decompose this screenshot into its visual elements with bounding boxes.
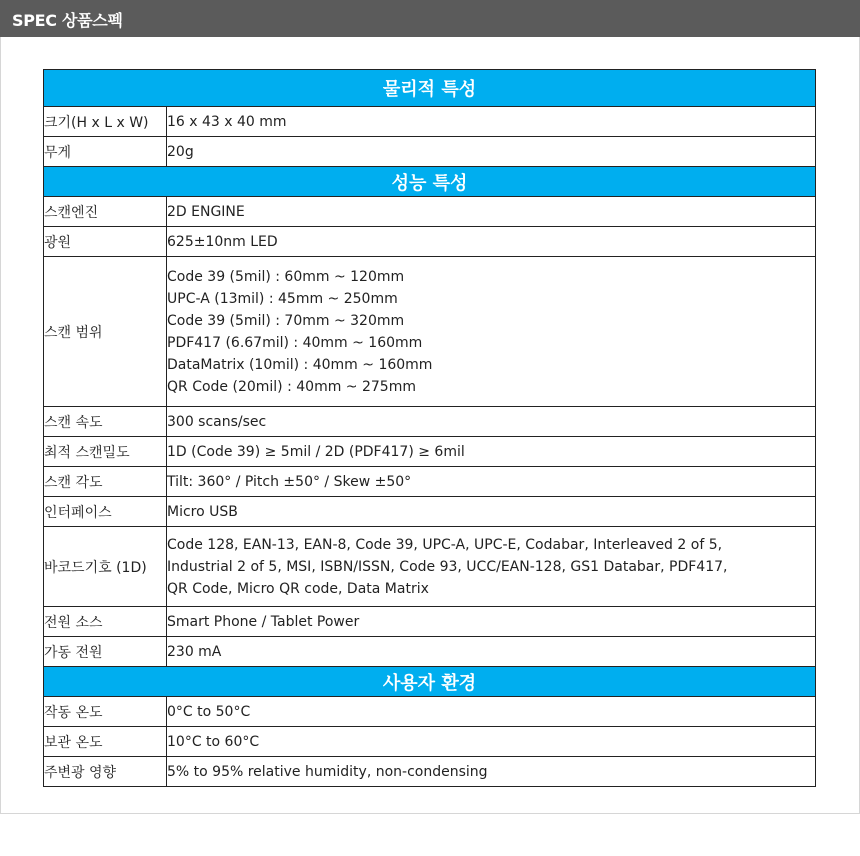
row-value [167, 107, 816, 137]
row-value [167, 257, 816, 407]
section-title: 물리적 특성 [44, 70, 816, 107]
value-line: Smart Phone / Tablet Power [167, 613, 360, 630]
section-title: 성능 특성 [44, 167, 816, 197]
table-row [44, 697, 816, 727]
row-label: 최적 스캔밀도 [44, 437, 167, 467]
value-line: PDF417 (6.67mil) : 40mm ~ 160mm [167, 334, 423, 351]
row-value [167, 607, 816, 637]
table-row [44, 137, 816, 167]
table-row [44, 607, 816, 637]
value-line: QR Code (20mil) : 40mm ~ 275mm [167, 378, 416, 395]
table-row [44, 107, 816, 137]
section-title: 사용자 환경 [44, 667, 816, 697]
row-label: 인터페이스 [44, 497, 167, 527]
value-line: Industrial 2 of 5, MSI, ISBN/ISSN, Code 93, UCC/EAN-128, GS1 Databar, PDF417, [167, 558, 728, 575]
table-row [44, 437, 816, 467]
table-row [44, 467, 816, 497]
value-line: 16 x 43 x 40 mm [167, 113, 287, 130]
row-value [167, 637, 816, 667]
row-value [167, 137, 816, 167]
value-line: Micro USB [167, 503, 238, 520]
row-value [167, 757, 816, 787]
row-value [167, 197, 816, 227]
value-line: 10°C to 60°C [167, 733, 260, 750]
spec-table [43, 69, 816, 787]
row-label: 가동 전원 [44, 637, 167, 667]
section-header-environment [44, 667, 816, 697]
section-header-performance [44, 167, 816, 197]
row-label: 무게 [44, 137, 167, 167]
row-label: 바코드기호 (1D) [44, 527, 167, 607]
value-line: 1D (Code 39) ≥ 5mil / 2D (PDF417) ≥ 6mil [167, 443, 465, 460]
row-value [167, 527, 816, 607]
value-line: 2D ENGINE [167, 203, 245, 220]
value-line: QR Code, Micro QR code, Data Matrix [167, 580, 429, 597]
row-value [167, 437, 816, 467]
value-line: 0°C to 50°C [167, 703, 251, 720]
row-value [167, 467, 816, 497]
row-label: 전원 소스 [44, 607, 167, 637]
value-line: Code 39 (5mil) : 60mm ~ 120mm [167, 268, 405, 285]
table-row [44, 227, 816, 257]
row-label: 작동 온도 [44, 697, 167, 727]
row-label: 크기(H x L x W) [44, 107, 167, 137]
table-row [44, 407, 816, 437]
table-row [44, 757, 816, 787]
row-label: 스캔 속도 [44, 407, 167, 437]
table-row [44, 637, 816, 667]
value-line: 5% to 95% relative humidity, non-condensing [167, 763, 488, 780]
table-row [44, 727, 816, 757]
row-value [167, 497, 816, 527]
value-line: Tilt: 360° / Pitch ±50° / Skew ±50° [167, 473, 412, 490]
row-label: 광원 [44, 227, 167, 257]
table-row [44, 257, 816, 407]
value-line: UPC-A (13mil) : 45mm ~ 250mm [167, 290, 398, 307]
row-label: 보관 온도 [44, 727, 167, 757]
value-line: 625±10nm LED [167, 233, 278, 250]
row-label: 스캔 각도 [44, 467, 167, 497]
row-value [167, 407, 816, 437]
row-value [167, 227, 816, 257]
value-line: DataMatrix (10mil) : 40mm ~ 160mm [167, 356, 433, 373]
row-label: 주변광 영향 [44, 757, 167, 787]
header-bar [0, 0, 860, 37]
value-line: 300 scans/sec [167, 413, 267, 430]
value-line: 230 mA [167, 643, 222, 660]
row-label: 스캔엔진 [44, 197, 167, 227]
row-label: 스캔 범위 [44, 257, 167, 407]
row-value [167, 697, 816, 727]
value-line: Code 128, EAN-13, EAN-8, Code 39, UPC-A, UPC-E, Codabar, Interleaved 2 of 5, [167, 536, 723, 553]
value-line: Code 39 (5mil) : 70mm ~ 320mm [167, 312, 405, 329]
table-row [44, 497, 816, 527]
page-title: SPEC 상품스펙 [12, 11, 123, 30]
value-line: 20g [167, 143, 194, 160]
row-value [167, 727, 816, 757]
table-row [44, 197, 816, 227]
section-header-physical [44, 70, 816, 107]
table-row [44, 527, 816, 607]
